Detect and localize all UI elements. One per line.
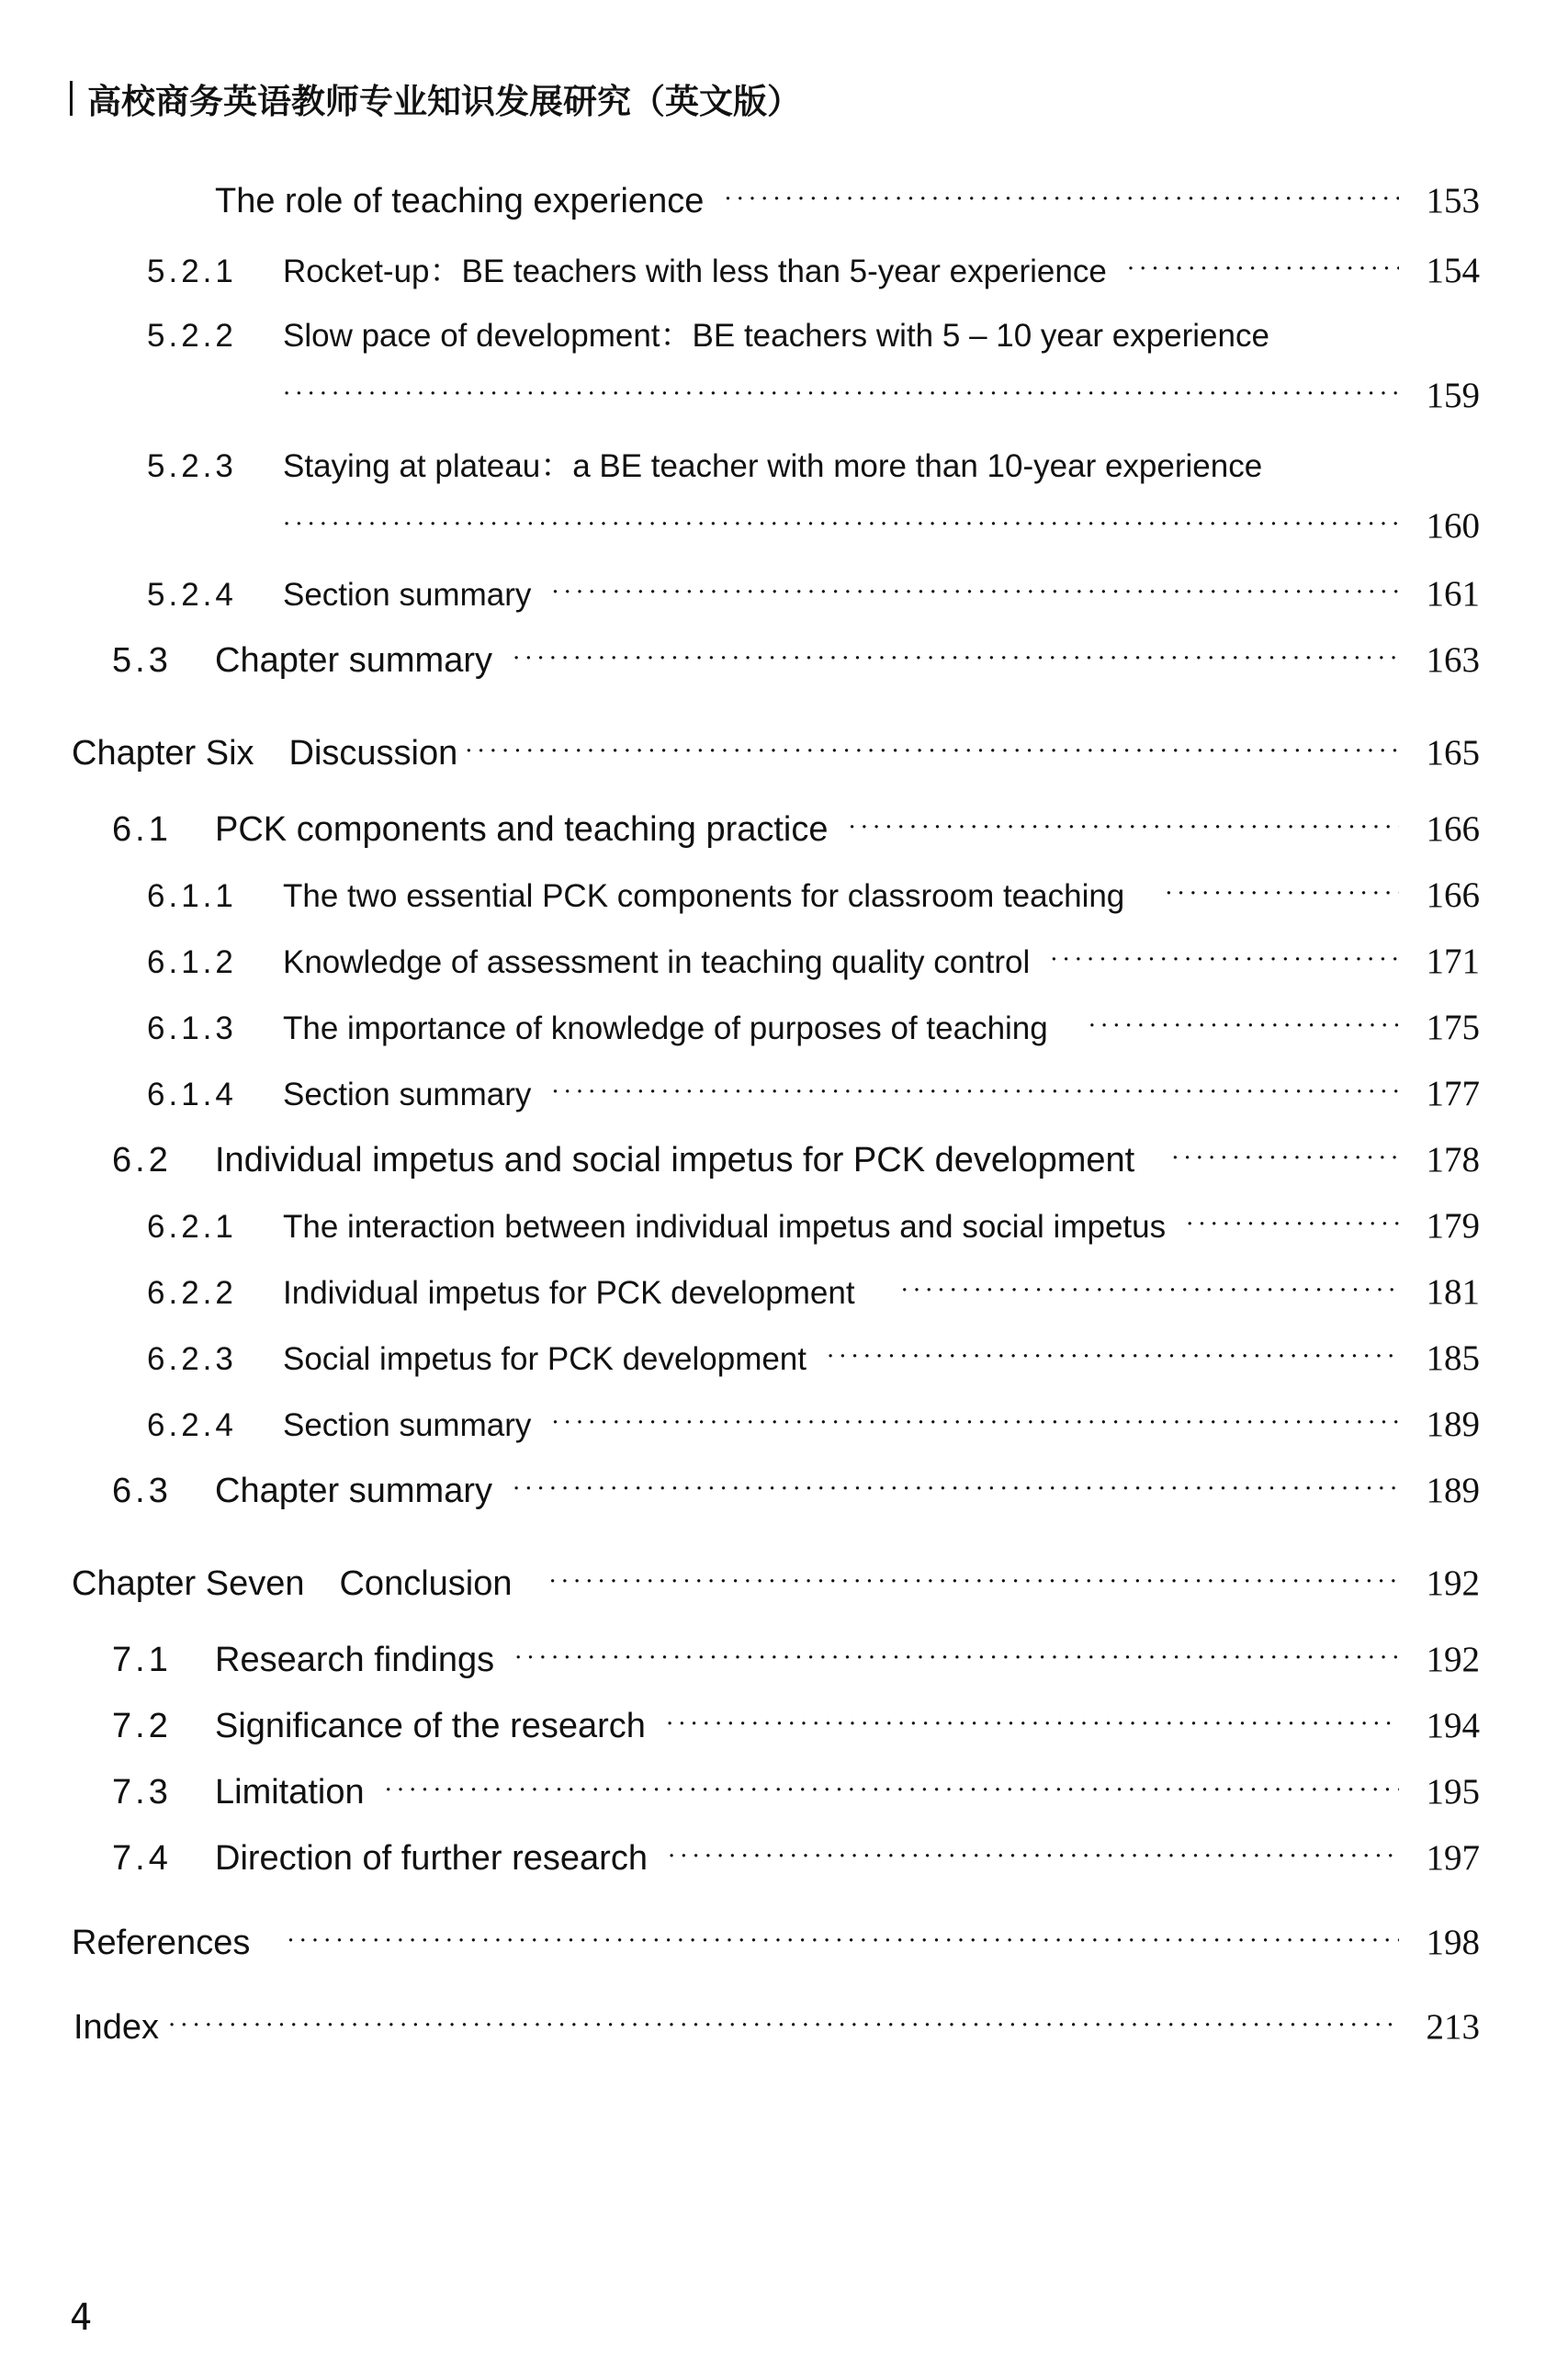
dot-leader [287,1927,1399,1955]
toc-entry[interactable] [147,1271,1480,1323]
toc-entry-page: 189 [1426,1471,1480,1510]
toc-entry-title: References [72,1924,251,1962]
dot-leader [283,511,1399,538]
toc-entry-title: Chapter summary [215,1472,492,1510]
toc-entry-title: The two essential PCK components for classroom teaching [283,878,1125,914]
toc-entry-continuation[interactable] [283,505,1480,557]
running-title: 高校商务英语教师专业知识发展研究（英文版） [87,81,801,121]
toc-entry-title: Slow pace of development：BE teachers with 5 – 10 year experience [283,318,1269,354]
toc-entry-page: 163 [1426,640,1480,680]
toc-entry[interactable] [112,639,1480,691]
toc-entry-page: 165 [1426,733,1480,773]
toc-entry-page: 194 [1426,1706,1480,1745]
dot-leader [724,186,1399,213]
toc-entry[interactable] [147,1404,1480,1455]
dot-leader [901,1277,1399,1304]
toc-entry-title: The role of teaching experience [215,182,705,220]
toc-entry[interactable] [112,1139,1480,1191]
dot-leader [827,1343,1399,1371]
dot-leader [551,1078,1399,1106]
dot-leader [1127,255,1399,283]
toc-entry[interactable] [147,941,1480,992]
toc-entry-title: Chapter Seven Conclusion [72,1564,513,1603]
toc-chapter-entry[interactable] [72,1554,1480,1606]
toc-entry-page: 159 [1426,376,1480,415]
toc-entry-page: 166 [1426,809,1480,849]
toc-entry-page: 179 [1426,1206,1480,1246]
toc-entry-title: Section summary [283,577,532,613]
toc-entry-title: Staying at plateau：a BE teacher with more than 10-year experience [283,448,1263,484]
toc-entry-number: 5.3 [112,641,172,680]
toc-entry[interactable] [112,1470,1480,1521]
toc-entry-number: 7.1 [112,1641,172,1679]
toc-entry-number: 6.1.1 [147,878,237,914]
toc-entry-page: 195 [1426,1772,1480,1812]
header-rule [70,81,73,116]
toc-entry-title: Rocket-up：BE teachers with less than 5-year experience [283,254,1107,289]
toc-entry-page: 153 [1426,181,1480,220]
dot-leader [1089,1012,1399,1040]
toc-entry-number: 6.1 [112,810,172,849]
toc-entry[interactable] [147,1073,1480,1124]
toc-entry-title: The importance of knowledge of purposes of teaching [283,1010,1048,1046]
dot-leader [666,1710,1399,1738]
toc-entry-number: 6.2.3 [147,1341,237,1377]
toc-entry-title: Section summary [283,1407,532,1443]
toc-entry-page: 213 [1426,2007,1480,2047]
toc-entry-page: 181 [1426,1272,1480,1312]
toc-entry-title: Knowledge of assessment in teaching quality control [283,944,1031,980]
toc-entry-page: 198 [1426,1923,1480,1962]
dot-leader [513,1475,1399,1503]
toc-entry-number: 6.2.2 [147,1275,237,1311]
dot-leader [514,1644,1399,1672]
toc-entry-title: Section summary [283,1077,532,1112]
toc-entry-title: The interaction between individual impetus and social impetus [283,1209,1167,1245]
toc-entry-title: Social impetus for PCK development [283,1341,807,1377]
dot-leader [1165,880,1399,908]
page-number: 4 [70,2297,93,2339]
toc-entry-page: 189 [1426,1405,1480,1444]
toc-entry[interactable] [147,246,1480,298]
toc-entry-number: 5.2.1 [147,254,237,289]
toc-entry-page: 177 [1426,1074,1480,1113]
toc-entry[interactable] [147,1205,1480,1257]
dot-leader [465,738,1399,765]
toc-entry-title: PCK components and teaching practice [215,810,829,849]
toc-entry-number: 7.3 [112,1773,172,1812]
toc-entry[interactable] [147,310,1269,362]
dot-leader [1186,1211,1399,1238]
toc-entry-title: Chapter Six Discussion [72,734,458,773]
toc-chapter-entry[interactable] [72,724,1480,775]
toc-entry-number: 5.2.4 [147,577,237,613]
toc-entry-number: 6.2.4 [147,1407,237,1443]
toc-entry-page: 197 [1426,1838,1480,1878]
toc-entry-title: Direction of further research [215,1839,648,1878]
toc-entry[interactable] [112,1837,1480,1889]
toc-entry-title: Limitation [215,1773,365,1812]
toc-entry-number: 7.4 [112,1839,172,1878]
toc-entry-title: Individual impetus for PCK development [283,1275,855,1311]
toc-entry-title: Individual impetus and social impetus for PCK development [215,1141,1135,1180]
toc-entry-title: Research findings [215,1641,495,1679]
dot-leader [385,1777,1399,1804]
toc-entry[interactable] [147,441,1262,492]
toc-entry-number: 6.1.4 [147,1077,237,1112]
toc-entry[interactable] [112,1639,1480,1690]
dot-leader [283,380,1399,408]
dot-leader [1050,946,1399,974]
dot-leader [513,645,1399,672]
toc-entry-number: 5.2.2 [147,318,237,354]
toc-entry-page: 178 [1426,1140,1480,1180]
toc-entry-page: 192 [1426,1563,1480,1603]
toc-entry-continuation[interactable] [283,375,1480,426]
toc-entry-page: 192 [1426,1640,1480,1679]
toc-entry[interactable] [147,1007,1480,1058]
toc-entry-number: 7.2 [112,1707,172,1745]
toc-chapter-entry[interactable] [73,2006,1480,2058]
dot-leader [668,1843,1399,1870]
running-header [70,75,801,121]
toc-entry[interactable] [112,1771,1480,1823]
toc-entry[interactable] [112,1705,1480,1756]
toc-chapter-entry[interactable] [72,1922,1480,1973]
toc-entry-page: 154 [1426,251,1480,290]
toc-entry-number: 5.2.3 [147,448,237,484]
toc-entry[interactable] [147,1338,1480,1389]
toc-entry[interactable] [147,573,1480,625]
toc-entry-title: Index [73,2008,159,2047]
toc-entry-number: 6.2.1 [147,1209,237,1245]
dot-leader [1171,1145,1399,1172]
dot-leader [849,814,1399,841]
toc-entry-title: Chapter summary [215,641,492,680]
toc-entry-page: 185 [1426,1338,1480,1378]
toc-entry-page: 175 [1426,1008,1480,1047]
dot-leader [551,579,1399,606]
dot-leader [168,2012,1399,2039]
toc-entry-number: 6.1.3 [147,1010,237,1046]
toc-entry-number: 6.3 [112,1472,172,1510]
toc-entry-number: 6.2 [112,1141,172,1180]
toc-entry-title: Significance of the research [215,1707,646,1745]
toc-entry-page: 161 [1426,574,1480,614]
toc-entry[interactable] [147,875,1480,926]
toc-entry-page: 171 [1426,942,1480,981]
dot-leader [551,1409,1399,1437]
toc-entry-number: 6.1.2 [147,944,237,980]
toc-entry[interactable] [215,180,1480,231]
toc-entry[interactable] [112,808,1480,860]
toc-entry-page: 166 [1426,875,1480,915]
toc-entry-page: 160 [1426,506,1480,546]
dot-leader [549,1568,1400,1596]
